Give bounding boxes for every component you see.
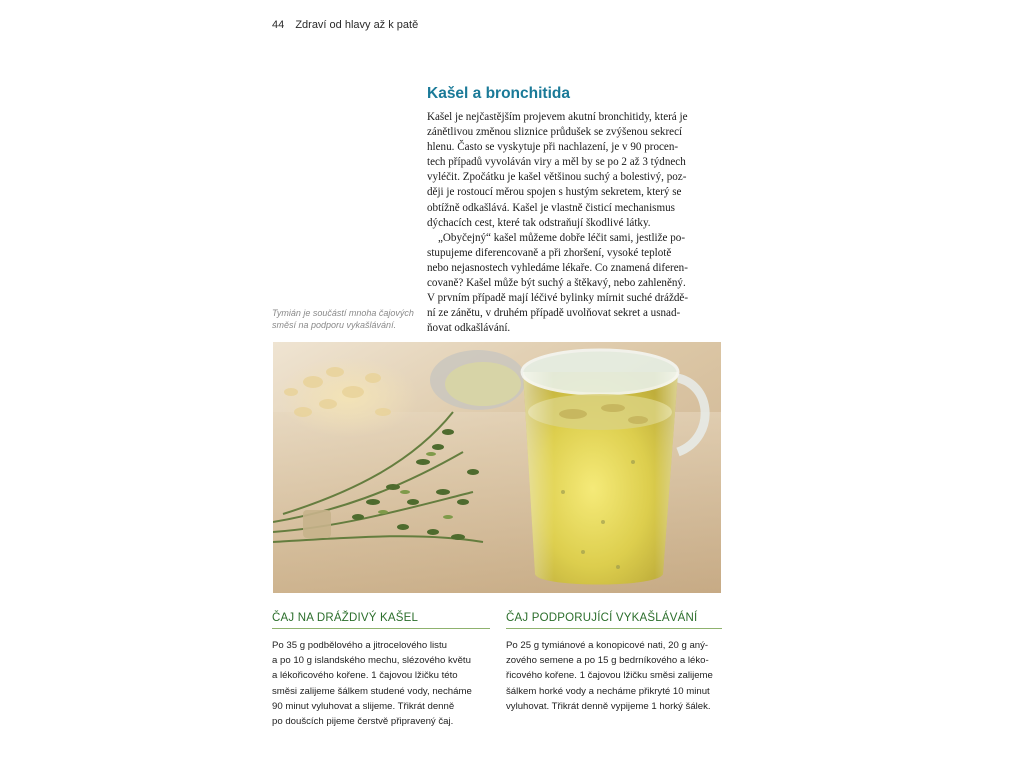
recipe-box-expectorant xyxy=(506,612,722,714)
body-line: obtížně odkašlává. Kašel je vlastně čisticí mechanismus xyxy=(427,201,675,214)
running-title: Zdraví od hlavy až k patě xyxy=(295,19,419,31)
recipe-title: ČAJ NA DRÁŽDIVÝ KAŠEL xyxy=(272,612,490,629)
recipe-line: směsi zalijeme šálkem studené vody, necháme xyxy=(272,685,472,697)
body-line: tech případů vyvoláván viry a měl by se po 2 až 3 týdnech xyxy=(427,156,686,169)
body-paragraph xyxy=(427,110,727,336)
section-title: Kašel a bronchitida xyxy=(427,85,570,102)
recipe-text xyxy=(272,638,490,729)
recipe-box-irritating-cough xyxy=(272,612,490,729)
body-line: stupujeme diferencovaně a při zhoršení, vysoké teplotě xyxy=(427,246,672,259)
caption-line: směsí na podporu vykašlávání. xyxy=(272,320,397,330)
recipe-line: vyluhovat. Třikrát denně vypijeme 1 horký šálek. xyxy=(506,700,711,712)
recipe-line: 90 minut vyluhovat a slijeme. Třikrát denně xyxy=(272,700,455,712)
body-line: Kašel je nejčastějším projevem akutní bronchitidy, která je xyxy=(427,111,688,123)
body-line: zánětlivou změnou sliznice průdušek se zvýšenou sekrecí xyxy=(427,126,683,139)
running-header xyxy=(272,19,418,31)
body-line: dýchacích cest, které tak odstraňují škodlivé látky. xyxy=(427,216,651,229)
photo-caption xyxy=(272,307,412,331)
caption-line: Tymián je součástí mnoha čajových xyxy=(272,308,414,318)
recipe-title: ČAJ PODPORUJÍCÍ VYKAŠLÁVÁNÍ xyxy=(506,612,722,629)
recipe-line: šálkem horké vody a necháme přikryté 10 minut xyxy=(506,685,710,697)
body-line: nebo nejasnostech vyhledáme lékaře. Co znamená diferen- xyxy=(427,261,688,274)
photo-illustration xyxy=(273,342,721,593)
page-number: 44 xyxy=(272,19,285,31)
body-line: V prvním případě mají léčivé bylinky mírnit suché dráždě- xyxy=(427,292,689,305)
recipe-line: Po 35 g podbělového a jitrocelového listu xyxy=(272,640,447,651)
thyme-tea-photo xyxy=(273,342,721,593)
body-line: vyléčit. Zpočátku je kašel většinou suchý a bolestivý, poz- xyxy=(427,171,687,184)
recipe-line: a po 10 g islandského mechu, slézového květu xyxy=(272,655,471,667)
recipe-line: po doušcích pijeme čerstvě připravený čaj. xyxy=(272,716,454,728)
body-line: hlenu. Často se vyskytuje při nachlazení, je v 90 procen- xyxy=(427,141,679,154)
body-line: covaně? Kašel může být suchý a štěkavý, nebo zahleněný. xyxy=(427,277,686,290)
recipe-text xyxy=(506,638,722,714)
body-line: ní ze zánětu, v druhém případě uvolňovat sekret a usnad- xyxy=(427,307,681,320)
recipe-line: zového semene a po 15 g bedrníkového a léko- xyxy=(506,655,709,667)
body-line: „Obyčejný“ kašel můžeme dobře léčit sami, jestliže po- xyxy=(438,231,686,244)
body-line: ději je rostoucí měrou spojen s hustým sekretem, který se xyxy=(427,186,682,199)
body-line: ňovat odkašlávání. xyxy=(427,322,511,335)
recipe-line: řicového kořene. 1 čajovou lžičku směsi zalijeme xyxy=(506,670,713,682)
recipe-line: a lékořicového kořene. 1 čajovou lžičku této xyxy=(272,670,458,682)
recipe-line: Po 25 g tymiánové a konopicové nati, 20 g aný- xyxy=(506,640,709,651)
